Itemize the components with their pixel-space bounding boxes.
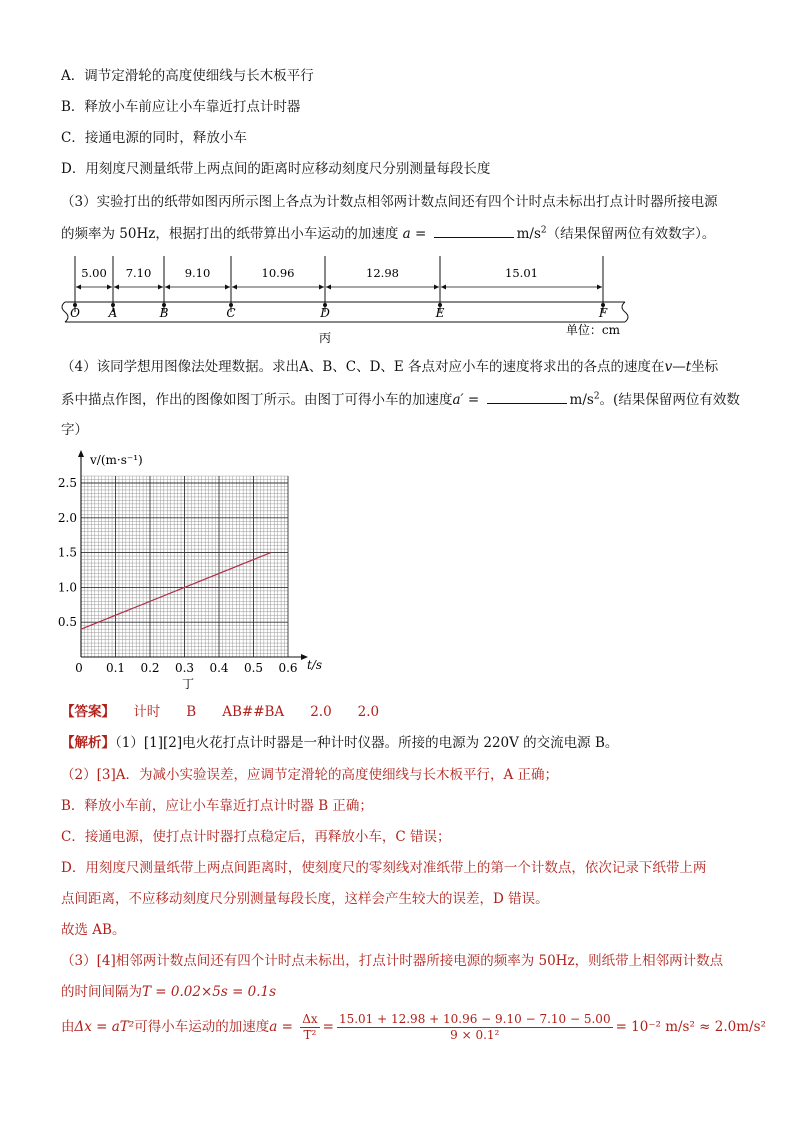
tape-arrow-left-3 (232, 285, 237, 290)
option-a: A．调节定滑轮的高度使细线与长木板平行 (61, 68, 314, 84)
q3-answer-blank[interactable] (434, 224, 514, 238)
analysis-p7b-text: 的时间间隔为 (61, 984, 142, 1000)
analysis-p3: B．释放小车前，应让小车靠近打点计时器 B 正确； (61, 798, 373, 814)
q4-answer-blank[interactable] (487, 390, 567, 404)
analysis-p5b: 点间距离，不应移动刻度尺分别测量每段长度，这样会产生较大的误差，D 错误。 (61, 891, 549, 907)
tape-segment-3: 10.96 (261, 266, 295, 280)
answer-item-4: 2.0 (310, 704, 332, 720)
y-tick-label-0: 0.5 (57, 615, 77, 630)
option-c: C．接通电源的同时，释放小车 (61, 130, 247, 146)
q4-text-post: 坐标 (691, 359, 719, 375)
answer-item-2: B (186, 704, 197, 720)
tape-point-D: D (320, 306, 330, 320)
tape-arrow-left-4 (326, 285, 331, 290)
analysis-p2: （2）[3]A．为减小实验误差，应调节定滑轮的高度使细线与长木板平行，A 正确； (61, 767, 559, 783)
tape-arrow-right-1 (158, 285, 163, 290)
x-tick-label-4: 0.4 (209, 661, 229, 675)
q3-unit: m/s (516, 226, 541, 242)
analysis-p5a: D．用刻度尺测量纸带上两点间距离时，使刻度尺的零刻线对准纸带上的第一个计数点，依次记录下纸带上两 (61, 860, 707, 876)
q4-unit: m/s (569, 392, 594, 408)
tape-arrow-right-2 (225, 285, 230, 290)
tape-unit-label: 单位：cm (565, 323, 620, 337)
q3-eq: = (410, 226, 431, 242)
chart-caption: 丁 (181, 677, 195, 691)
frac1-den: T² (303, 1028, 317, 1042)
y-tick-label-2: 1.5 (57, 545, 77, 560)
tape-segment-2: 9.10 (184, 266, 211, 280)
x-tick-label-2: 0.2 (140, 661, 160, 675)
q3-text: 的频率为 50Hz，根据打出的纸带算出小车运动的加速度 (61, 226, 399, 242)
q3-text-post: （结果保留两位有效数字）。 (546, 226, 716, 242)
analysis-p1-text: （1）[1][2]电火花打点计时器是一种计时仪器。所接的电源为 220V 的交流电源 B。 (115, 735, 619, 751)
x-tick-label-0: 0 (75, 661, 83, 675)
frac2-den: 9 × 0.1² (450, 1028, 500, 1042)
q4-line3: 字） (61, 422, 88, 438)
tape-right-break (622, 302, 628, 322)
tape-arrow-right-4 (434, 285, 439, 290)
q4-vt: v—t (664, 359, 692, 375)
tape-point-F: F (598, 306, 608, 320)
q4-text: （4）该同学想用图像法处理数据。求出A、B、C、D、E 各点对应小车的速度将求出的各点的速度在 (61, 359, 665, 375)
analysis-p7a: （3）[4]相邻两计数点间还有四个计时点未标出，打点计时器所接电源的频率为 50Hz，则纸带上相邻两计数点 (61, 953, 724, 969)
tape-arrow-right-5 (597, 285, 602, 290)
tape-arrow-right-0 (107, 285, 112, 290)
q4-line2 (61, 390, 740, 409)
answer-item-5: 2.0 (357, 704, 380, 720)
analysis-p8: 由Δx = aT²可得小车运动的加速度a = $\frac{\Delta x}{\text{T²}}$ = $\frac{15.01 + 12.98 + 10.96 - 9.10 - 7.10 - 5.00}{\text{9 × 0.1²}}$ = 10⁻² m/s² ≈ 2.0m/s² (61, 1012, 766, 1042)
q4-text2: 系中描点作图，作出的图像如图丁所示。由图丁可得小车的加速度 (61, 392, 453, 408)
tape-arrow-left-0 (76, 285, 81, 290)
y-tick-label-3: 2.0 (57, 510, 77, 525)
q3-var-a: a (402, 226, 411, 242)
frac2-num: 15.01 + 12.98 + 10.96 − 9.10 − 7.10 − 5.00 (338, 1012, 611, 1026)
answer-item-3: AB##BA (222, 704, 285, 720)
tape-left-break (62, 302, 68, 322)
answer-items (133, 704, 405, 720)
q3-line1: （3）实验打出的纸带如图丙所示图上各点为计数点相邻两计数点间还有四个计时点未标出打点计时器所接电源 (61, 194, 718, 210)
y-axis-arrow (78, 450, 84, 457)
chart-xlabel: t/s (307, 658, 323, 672)
tape-point-B: B (159, 306, 169, 320)
analysis-p8-mid: 可得小车运动的加速度 (134, 1019, 270, 1035)
q3-line2 (61, 224, 715, 243)
tape-segment-0: 5.00 (81, 266, 107, 280)
x-tick-label-5: 0.5 (243, 661, 264, 675)
q4-unit-sq: 2 (593, 391, 600, 402)
fraction-values (337, 1012, 613, 1043)
q4-line1 (61, 358, 718, 376)
analysis-p8-pre: 由 (61, 1019, 75, 1035)
analysis-p8-a: a = (269, 1019, 298, 1035)
fraction-dx-t2 (300, 1012, 319, 1043)
analysis-p7b (61, 983, 276, 1001)
tape-arrow-right-3 (319, 285, 324, 290)
x-tick-label-6: 0.6 (278, 661, 298, 675)
answer-line (61, 703, 405, 721)
tape-arrow-left-2 (165, 285, 170, 290)
tape-point-O: O (70, 306, 80, 320)
tape-segment-5: 15.01 (505, 266, 538, 280)
option-d: D．用刻度尺测量纸带上两点间的距离时应移动刻度尺分别测量每段长度 (61, 161, 491, 177)
analysis-p8-eq: Δx = aT² (74, 1019, 135, 1035)
tape-point-A: A (108, 306, 118, 320)
tape-figure (55, 250, 635, 350)
y-tick-label-1: 1.0 (57, 580, 77, 595)
chart-ylabel: v/(m·s⁻¹) (90, 453, 143, 467)
option-b: B．释放小车前应让小车靠近打点计时器 (61, 99, 301, 115)
analysis-p8-post: = 10⁻² m/s² ≈ 2.0m/s² (615, 1019, 766, 1035)
tape-point-C: C (226, 306, 236, 320)
analysis-period-eq: T = 0.02×5s = 0.1s (142, 984, 277, 1000)
analysis-label: 【解析】 (61, 735, 115, 751)
tape-segment-1: 7.10 (125, 266, 152, 280)
analysis-p1 (61, 734, 618, 752)
q4-var-a: a′ (452, 392, 464, 408)
tape-caption: 丙 (318, 331, 332, 345)
answer-item-1: 计时 (133, 704, 161, 720)
answer-label: 【答案】 (61, 704, 115, 720)
q3-unit-sq: 2 (540, 225, 547, 236)
analysis-p6: 故选 AB。 (61, 922, 126, 938)
tape-arrow-left-5 (441, 285, 446, 290)
x-tick-label-1: 0.1 (105, 661, 126, 675)
q4-eq: = (463, 392, 484, 408)
y-tick-label-4: 2.5 (57, 476, 77, 490)
q4-text2-post: 。(结果保留两位有效数 (599, 392, 740, 408)
analysis-p4: C．接通电源，使打点计时器打点稳定后，再释放小车，C 错误； (61, 829, 451, 845)
frac1-num: Δx (302, 1012, 318, 1026)
tape-segment-4: 12.98 (366, 266, 399, 280)
x-tick-label-3: 0.3 (174, 661, 195, 675)
tape-point-E: E (435, 306, 445, 320)
vt-chart (55, 448, 355, 693)
tape-arrow-left-1 (114, 285, 119, 290)
